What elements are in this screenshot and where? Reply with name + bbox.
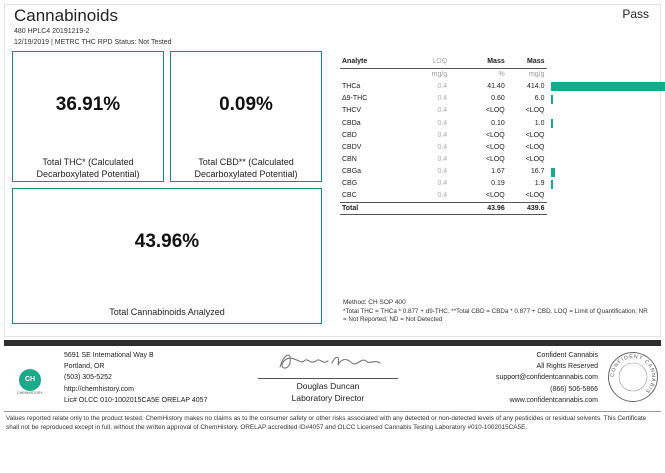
analyte-mass-pct: <LOQ <box>485 107 505 115</box>
rights-text: All Rights Reserved <box>536 363 598 371</box>
analyte-loq: 0.4 <box>437 107 448 115</box>
platform-info <box>496 350 598 406</box>
analyte-mass-pct: <LOQ <box>485 156 505 164</box>
analyte-level-bar <box>551 168 556 177</box>
analyte-loq: 0.4 <box>437 95 448 103</box>
analyte-mass-mg: <LOQ <box>525 131 545 139</box>
analyte-bar-cell <box>547 129 665 141</box>
analyte-mass-mg: <LOQ <box>525 107 545 115</box>
chemhistory-logo-caption: CHEMHISTORY <box>17 391 43 395</box>
analyte-mass-pct: 1.67 <box>491 168 505 176</box>
pass-status: Pass <box>622 7 649 21</box>
method-text: Method: CH SOP 400 <box>343 299 406 306</box>
phone: (503) 305-5252 <box>64 374 112 382</box>
analyte-bar-cell <box>547 117 665 129</box>
lab-address <box>64 350 207 406</box>
header-mass-mg: Mass <box>507 56 547 68</box>
analyte-mass-mg: 16.7 <box>530 168 545 176</box>
analyte-name: Δ9-THC <box>342 95 368 103</box>
analyte-level-bar <box>551 82 665 91</box>
analyte-name: CBC <box>342 192 357 200</box>
unit-mass-pct: % <box>498 71 505 79</box>
platform-phone: (866) 506-5866 <box>550 385 598 393</box>
table-row <box>340 141 665 153</box>
total-cbd-value: 0.09% <box>219 94 273 115</box>
total-cannabinoids-value: 43.96% <box>134 231 200 252</box>
analyte-loq: 0.4 <box>437 180 448 188</box>
analyte-level-bar <box>551 180 554 189</box>
analyte-name: THCa <box>342 82 361 90</box>
table-row <box>340 129 665 141</box>
total-mg: 439.6 <box>507 202 547 214</box>
confident-cannabis-seal-icon <box>607 351 659 403</box>
analyte-name: CBDa <box>342 119 361 127</box>
units-row <box>340 68 665 80</box>
total-label: Total <box>340 202 411 214</box>
table-row <box>340 117 665 129</box>
analyte-name: THCV <box>342 107 362 115</box>
analyte-loq: 0.4 <box>437 168 448 176</box>
disclaimer-text: Values reported relate only to the product tested. ChemHistory makes no claims as to the consumer safety or other risks associated with any detected or non-detected levels of any pesticides or residual solvents. This Certificate shall not be reproduced except in full, without the written approval of ChemHistory. ORELAP accredited ID#4057 and OLCC Licensed Cannabis Testing Laboratory #010-1002015CA5E. <box>6 415 647 431</box>
chemhistory-logo: CH <box>19 369 41 391</box>
sample-id: 480 HPLC4 20191219-2 <box>14 28 90 35</box>
total-thc-box <box>12 51 164 182</box>
analyte-loq: 0.4 <box>437 119 448 127</box>
table-row <box>340 178 665 190</box>
total-cannabinoids-box <box>12 188 322 324</box>
analyte-name: CBN <box>342 156 357 164</box>
total-cannabinoids-label: Total Cannabinoids Analyzed <box>109 307 225 317</box>
table-row <box>340 190 665 202</box>
analyte-loq: 0.4 <box>437 82 448 90</box>
platform-website-link[interactable]: www.confidentcannabis.com <box>509 396 598 404</box>
analyte-loq: 0.4 <box>437 131 448 139</box>
analyte-mass-mg: 1.9 <box>534 180 545 188</box>
table-row <box>340 93 665 105</box>
analyte-loq: 0.4 <box>437 156 448 164</box>
analyte-name: CBDV <box>342 143 362 151</box>
signer-name: Douglas Duncan <box>296 381 360 391</box>
analyte-level-bar <box>551 95 554 104</box>
analyte-name: CBGa <box>342 168 362 176</box>
header-mass-pct: Mass <box>449 56 507 68</box>
platform-name: Confident Cannabis <box>536 352 598 359</box>
analyte-loq: 0.4 <box>437 143 448 151</box>
address-line: 5691 SE International Way B <box>64 352 154 359</box>
unit-mass-mg: mg/g <box>528 71 545 79</box>
header-bar <box>547 56 665 68</box>
analyte-bar-cell <box>547 80 665 92</box>
analyte-mass-mg: <LOQ <box>525 156 545 164</box>
support-email-link[interactable]: support@confidentcannabis.com <box>495 374 598 382</box>
header-loq: LOQ <box>411 56 449 68</box>
analyte-mass-pct: 0.10 <box>491 119 505 127</box>
date-status-line: 12/19/2019 | METRC THC RPD Status: Not Tested <box>14 39 172 46</box>
analyte-bar-cell <box>547 166 665 178</box>
total-thc-value: 36.91% <box>55 94 121 115</box>
analyte-mass-pct: 41.40 <box>487 82 505 90</box>
calculation-notes: *Total THC = THCa * 0.877 + d9-THC. **Total CBD = CBDa * 0.877 + CBD. LOQ = Limit of Quantification; NR = Not Reported; ND = Not Detected <box>343 308 648 323</box>
analyte-mass-pct: <LOQ <box>485 143 505 151</box>
analyte-mass-pct: 0.60 <box>491 95 505 103</box>
footer-divider-bar <box>4 340 661 346</box>
table-row <box>340 80 665 92</box>
analyte-bar-cell <box>547 178 665 190</box>
signature-image <box>270 347 400 375</box>
license: Lic# OLCC 010-1002015CA5E ORELAP 4057 <box>64 396 208 404</box>
analyte-mass-mg: <LOQ <box>525 192 545 200</box>
disclaimer-divider <box>4 411 661 412</box>
analyte-bar-cell <box>547 190 665 202</box>
analyte-mass-mg: 414.0 <box>526 82 545 90</box>
website-link[interactable]: http://chemhistory.com <box>64 385 134 393</box>
address-line: Portland, OR <box>64 363 105 371</box>
total-row <box>340 202 665 214</box>
signer-title: Laboratory Director <box>291 393 365 403</box>
analyte-bar-cell <box>547 105 665 117</box>
analyte-bar-cell <box>547 93 665 105</box>
total-thc-label: Total THC* (Calculated Decarboxylated Potential) <box>36 157 140 179</box>
table-row <box>340 154 665 166</box>
table-row <box>340 105 665 117</box>
unit-loq: mg/g <box>431 71 448 79</box>
total-cbd-box <box>170 51 322 182</box>
analyte-mass-pct: <LOQ <box>485 131 505 139</box>
analyte-mass-mg: 6.0 <box>534 95 545 103</box>
analyte-mass-mg: 1.0 <box>534 119 545 127</box>
svg-text:CONFIDENT CANNABIS: CONFIDENT CANNABIS <box>609 353 657 395</box>
analyte-bar-cell <box>547 154 665 166</box>
analyte-loq: 0.4 <box>437 192 448 200</box>
signature-line <box>258 378 398 379</box>
total-cbd-label: Total CBD** (Calculated Decarboxylated Potential) <box>194 157 298 179</box>
analyte-bar-cell <box>547 141 665 153</box>
analyte-mass-pct: 0.19 <box>491 180 505 188</box>
analyte-name: CBG <box>342 180 358 188</box>
analyte-level-bar <box>551 119 554 128</box>
analyte-mass-mg: <LOQ <box>525 143 545 151</box>
cannabinoid-table <box>340 56 665 215</box>
table-row <box>340 166 665 178</box>
total-pct: 43.96 <box>449 202 507 214</box>
analyte-name: CBD <box>342 131 357 139</box>
report-title: Cannabinoids <box>14 6 118 25</box>
header-analyte: Analyte <box>340 56 411 68</box>
analyte-mass-pct: <LOQ <box>485 192 505 200</box>
